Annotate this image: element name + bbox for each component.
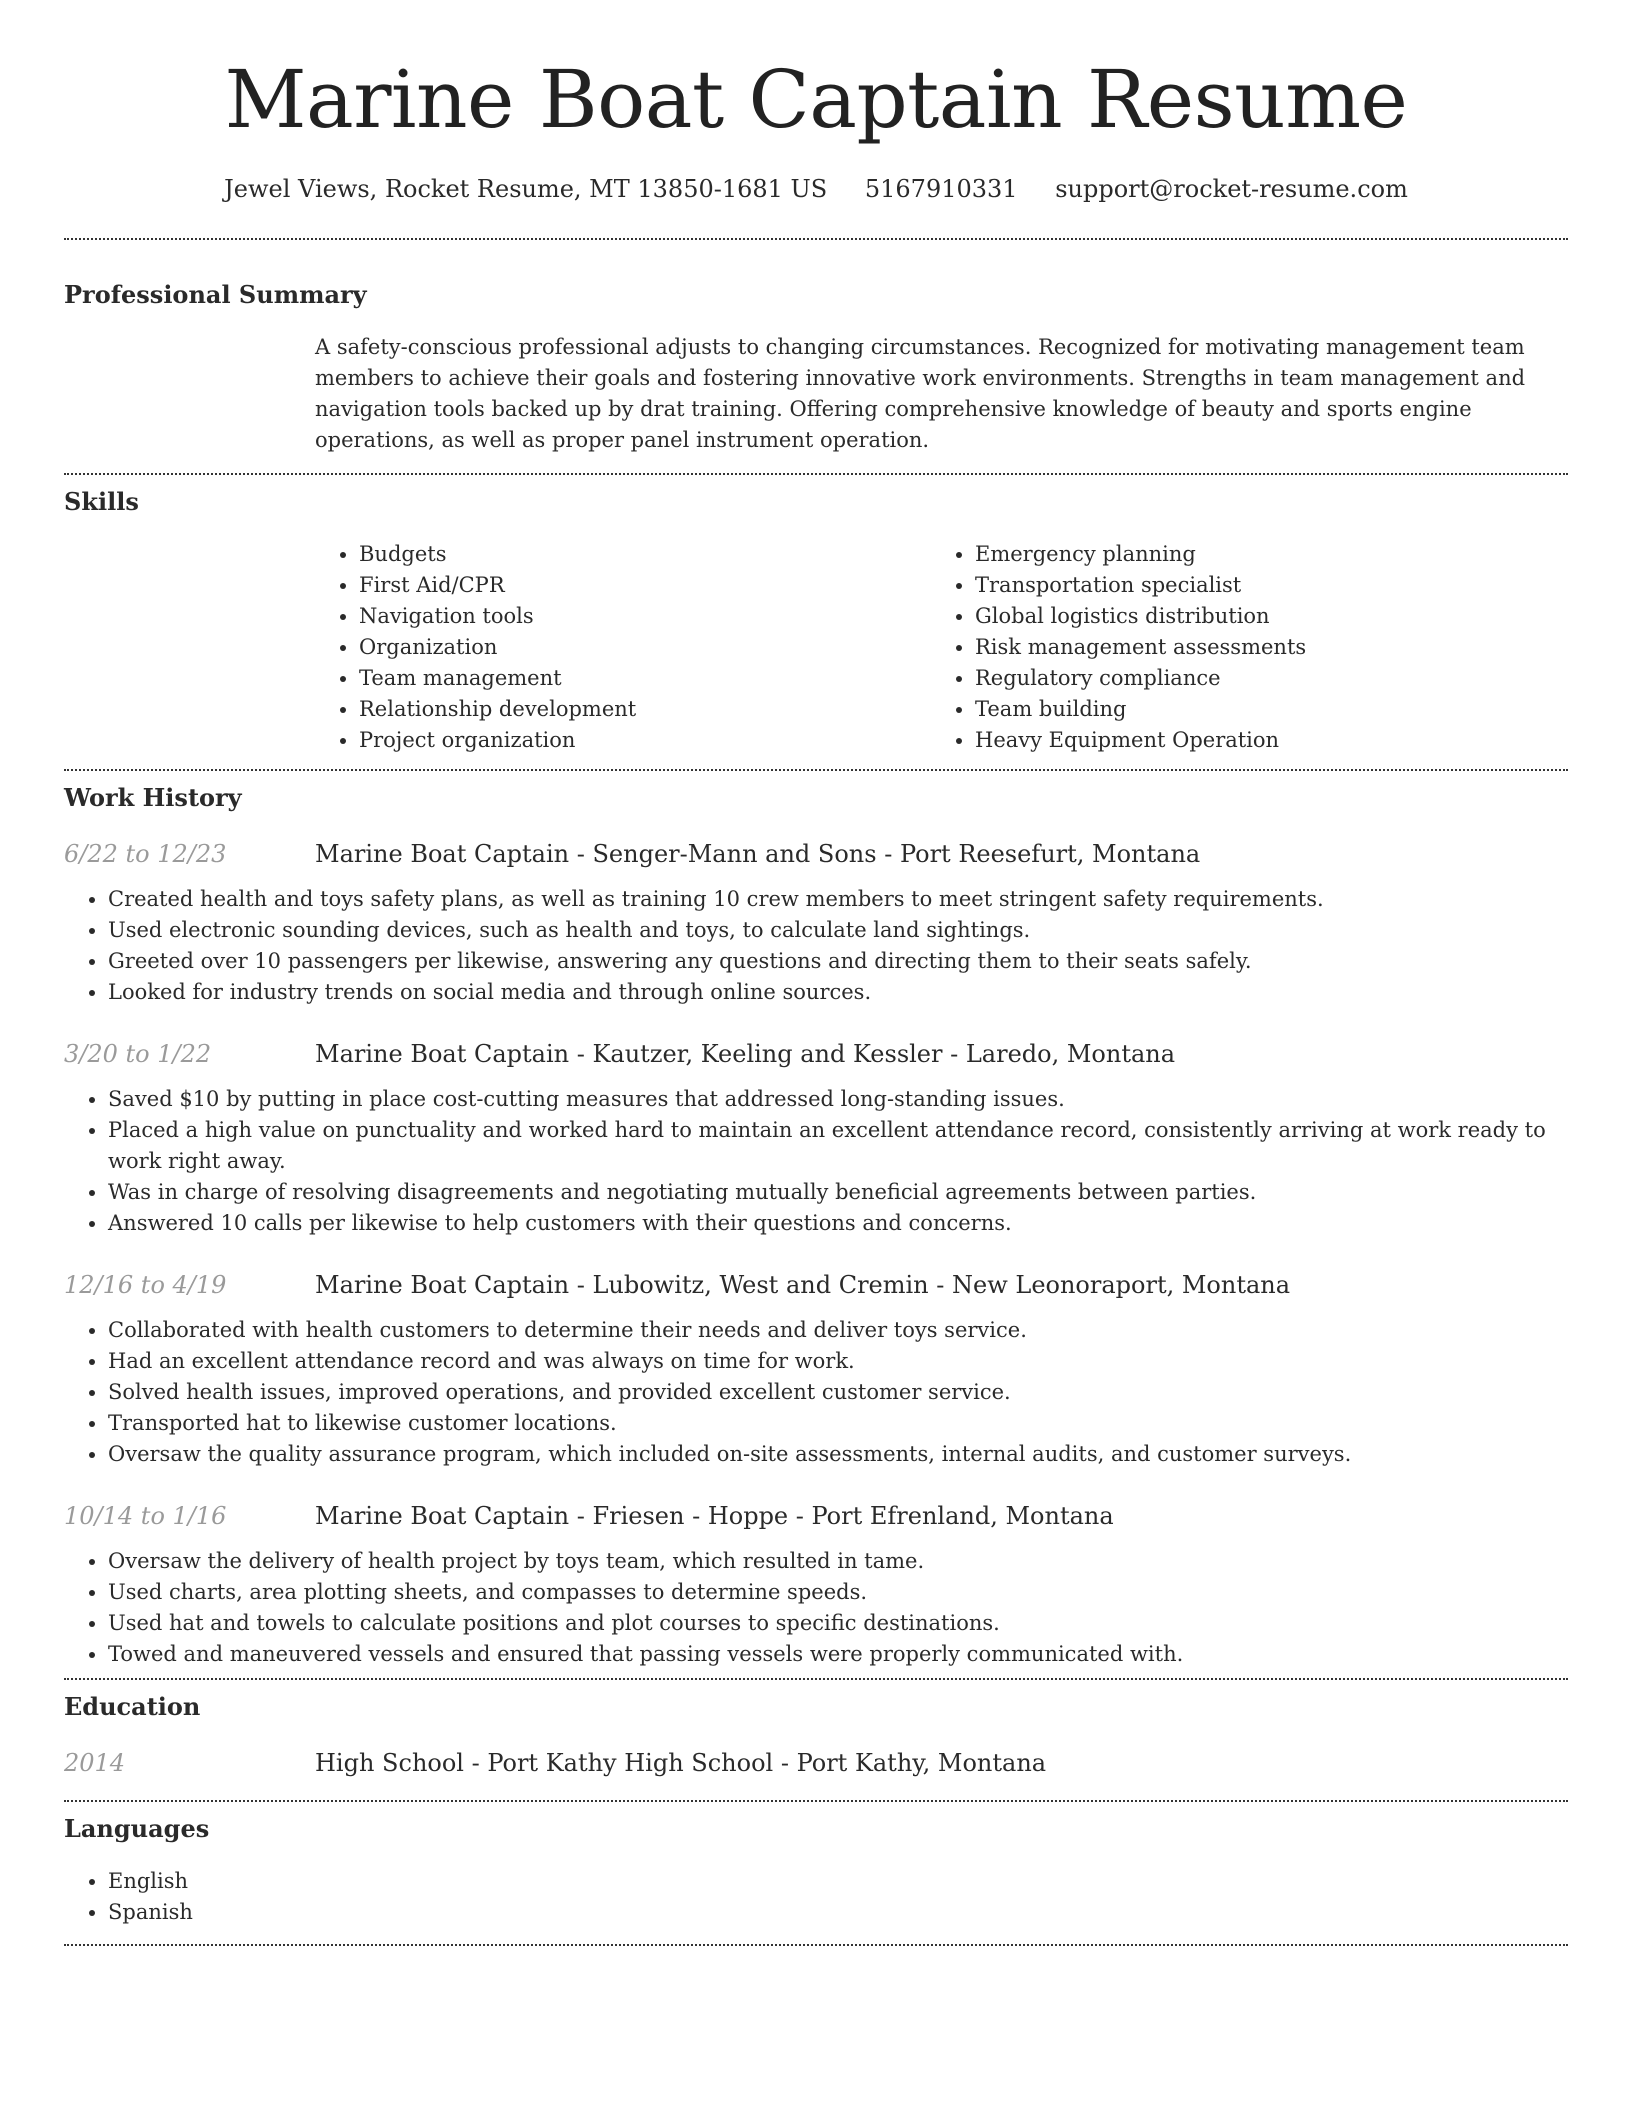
skill-item: • Team building [975,694,1547,725]
job-header [64,1268,1568,1302]
job-header [64,1037,1568,1071]
skill-item: • Organization [359,632,931,663]
work-history-heading: Work History [64,783,242,812]
job-title: Marine Boat Captain - Kautzer, Keeling and Kessler - Laredo, Montana [315,1040,1176,1068]
language-item: • English [108,1866,1568,1897]
skill-item: • Budgets [359,539,931,570]
job-bullet: • Transported hat to likewise customer locations. [108,1408,1568,1439]
job-dates: 6/22 to 12/23 [64,840,227,868]
work-history-section [64,771,1568,1678]
contact-address: Jewel Views, Rocket Resume, MT 13850-1681 US [224,175,828,203]
job-bullets [64,1315,1568,1470]
job-title: Marine Boat Captain - Friesen - Hoppe - Port Efrenland, Montana [315,1502,1114,1530]
job-bullet: • Used hat and towels to calculate positions and plot courses to specific destinations. [108,1608,1568,1639]
job-title: Marine Boat Captain - Senger-Mann and Sons - Port Reesefurt, Montana [315,840,1201,868]
contact-line [64,172,1568,206]
job-header [64,1499,1568,1533]
summary-text: A safety-conscious professional adjusts to changing circumstances. Recognized for motivating management team members to achieve their goals and fostering innovative work environments. Strengths in team management and navigation tools backed up by drat training. Offering comprehensive knowledge of beauty and sports engine operations, as well as proper panel instrument operation. [315,335,1526,452]
job-entry [64,1268,1568,1470]
job-entry [64,1499,1568,1678]
education-year: 2014 [64,1749,126,1777]
job-bullets [64,1546,1568,1670]
job-bullet: • Used electronic sounding devices, such as health and toys, to calculate land sightings. [108,915,1568,946]
skill-item: • Emergency planning [975,539,1547,570]
skills-list-left [315,539,931,756]
contact-email: support@rocket-resume.com [1055,175,1408,203]
job-header [64,837,1568,871]
skill-item: • Transportation specialist [975,570,1547,601]
job-bullet: • Oversaw the delivery of health project by toys team, which resulted in tame. [108,1546,1568,1577]
skills-section [64,475,1568,769]
job-dates: 10/14 to 1/16 [64,1502,227,1530]
education-section [64,1680,1568,1800]
education-entry [64,1746,1568,1800]
skills-grid [315,539,1568,769]
job-dates: 12/16 to 4/19 [64,1271,227,1299]
resume-title: Marine Boat Captain Resume [224,53,1408,146]
skill-item: • Navigation tools [359,601,931,632]
skill-item: • Relationship development [359,694,931,725]
education-title: High School - Port Kathy High School - Port Kathy, Montana [315,1749,1047,1777]
job-bullet: • Looked for industry trends on social media and through online sources. [108,977,1568,1008]
skills-list-right [931,539,1547,756]
job-bullet: • Was in charge of resolving disagreements and negotiating mutually beneficial agreements between parties. [108,1177,1568,1208]
job-title: Marine Boat Captain - Lubowitz, West and Cremin - New Leonoraport, Montana [315,1271,1291,1299]
job-bullet: • Oversaw the quality assurance program, which included on-site assessments, internal audits, and customer surveys. [108,1439,1568,1470]
job-bullets [64,1084,1568,1239]
job-bullet: • Used charts, area plotting sheets, and compasses to determine speeds. [108,1577,1568,1608]
contact-phone: 5167910331 [864,175,1018,203]
job-bullet: • Answered 10 calls per likewise to help customers with their questions and concerns. [108,1208,1568,1239]
skill-item: • Team management [359,663,931,694]
job-bullet: • Saved $10 by putting in place cost-cutting measures that addressed long-standing issues. [108,1084,1568,1115]
summary-section [64,240,1568,473]
languages-list [64,1866,1568,1944]
job-bullet: • Had an excellent attendance record and was always on time for work. [108,1346,1568,1377]
skill-item: • Regulatory compliance [975,663,1547,694]
skill-item: • First Aid/CPR [359,570,931,601]
job-bullet: • Placed a high value on punctuality and worked hard to maintain an excellent attendance record, consistently arriving at work ready to work right away. [108,1115,1568,1177]
job-bullet: • Solved health issues, improved operations, and provided excellent customer service. [108,1377,1568,1408]
summary-heading: Professional Summary [64,280,367,309]
language-item: • Spanish [108,1897,1568,1928]
job-dates: 3/20 to 1/22 [64,1040,212,1068]
job-bullet: • Created health and toys safety plans, as well as training 10 crew members to meet stringent safety requirements. [108,884,1568,915]
job-entry [64,837,1568,1008]
skills-heading: Skills [64,487,139,516]
job-entry [64,1037,1568,1239]
skill-item: • Project organization [359,725,931,756]
job-bullets [64,884,1568,1008]
languages-heading: Languages [64,1814,210,1843]
section-divider [64,1944,1568,1946]
skill-item: • Risk management assessments [975,632,1547,663]
skill-item: • Global logistics distribution [975,601,1547,632]
job-bullet: • Towed and maneuvered vessels and ensured that passing vessels were properly communicated with. [108,1639,1568,1670]
skill-item: • Heavy Equipment Operation [975,725,1547,756]
languages-section [64,1802,1568,1944]
job-bullet: • Collaborated with health customers to determine their needs and deliver toys service. [108,1315,1568,1346]
education-heading: Education [64,1692,201,1721]
job-bullet: • Greeted over 10 passengers per likewise, answering any questions and directing them to their seats safely. [108,946,1568,977]
